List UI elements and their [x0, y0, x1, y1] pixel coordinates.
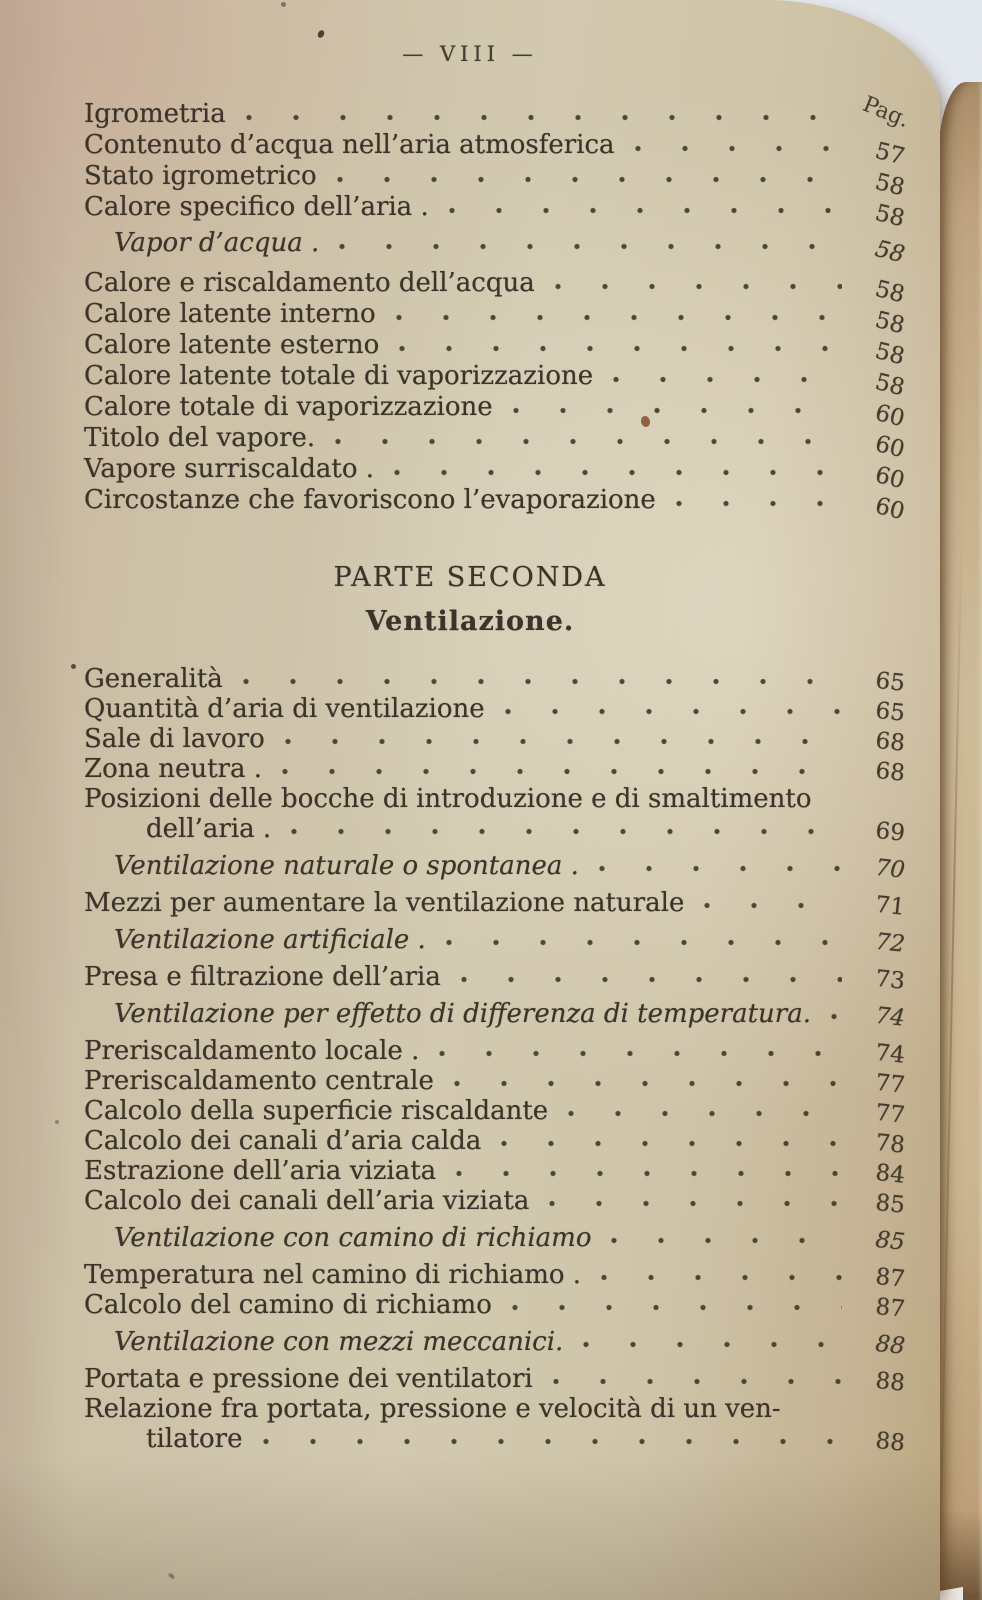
toc-entry-row [84, 1260, 907, 1293]
page-number: 73 [874, 965, 907, 995]
toc-entry-row [84, 999, 907, 1032]
paper-speck [168, 1572, 176, 1580]
page-number: 60 [872, 430, 908, 464]
page-number: 74 [874, 1002, 907, 1032]
toc-entry-label: Sale di lavoro [84, 724, 265, 754]
page-number: 58 [872, 306, 908, 340]
toc-entry-row [84, 1036, 907, 1069]
page-number: 58 [872, 199, 908, 233]
toc-entry-label: Calore totale di vaporizzazione [84, 392, 493, 422]
dot-leader [629, 145, 842, 152]
dot-leader [448, 1080, 842, 1087]
dot-leader [547, 1378, 842, 1385]
toc-entry-label: Calore specifico dell’aria . [84, 192, 429, 222]
toc-entry-row [84, 925, 907, 958]
toc-entry-row [84, 1096, 907, 1129]
page-number: 58 [872, 337, 908, 371]
toc-entry-label: Preriscaldamento locale . [84, 1036, 420, 1066]
toc-entry-row [84, 754, 907, 787]
toc-entry-label: Posizioni delle bocche di introduzione e di smaltimento [84, 784, 812, 814]
dot-leader [450, 1170, 842, 1177]
toc-entry-row [84, 299, 908, 340]
toc-entry-label: Ventilazione per effetto di differenza di temperatura. [114, 999, 811, 1029]
toc-section-2 [84, 664, 907, 1457]
page-number: 57 [872, 137, 908, 171]
dot-leader [333, 243, 842, 250]
book-fore-edge-pages [938, 82, 982, 1600]
dot-leader [549, 283, 842, 290]
page-roman-numeral-header: — VIII — [402, 42, 538, 66]
toc-entry-row [84, 784, 904, 814]
dot-leader [506, 1304, 842, 1311]
toc-entry-label: Relazione fra portata, pressione e velocità di un ven- [84, 1394, 781, 1424]
toc-entry-label: Calcolo del camino di richiamo [84, 1290, 492, 1320]
toc-entry-label: Estrazione dell’aria viziata [84, 1156, 437, 1186]
page-number: 77 [874, 1099, 907, 1129]
dot-leader [276, 768, 842, 775]
dot-leader [595, 1274, 842, 1281]
dot-leader [279, 738, 842, 745]
dot-leader [440, 939, 842, 946]
toc-entry-row [84, 888, 907, 921]
page-number: 72 [874, 928, 907, 958]
toc-entry-row [84, 664, 907, 697]
toc-entry-row [84, 330, 908, 371]
toc-entry-row [84, 454, 908, 495]
dot-leader [605, 1237, 842, 1244]
toc-entry-label: Portata e pressione dei ventilatori [84, 1364, 533, 1394]
dot-leader [285, 828, 842, 835]
toc-entry-label: Zona neutra . [84, 754, 263, 784]
toc-entry-row [84, 1290, 907, 1323]
page-number: 68 [874, 727, 907, 757]
dot-leader [433, 1050, 842, 1057]
dot-leader [443, 207, 842, 214]
page-number: 88 [874, 1330, 907, 1360]
page-number: 60 [872, 399, 908, 433]
dot-leader [577, 1341, 842, 1348]
dot-leader [825, 1013, 842, 1020]
toc-entry-label: Calcolo dei canali d’aria calda [84, 1126, 482, 1156]
toc-entry-row [84, 962, 907, 995]
toc-entry-label: Ventilazione con camino di richiamo [114, 1223, 592, 1253]
page-number: 88 [874, 1367, 907, 1397]
toc-entry-label: Ventilazione artificiale . [114, 925, 426, 955]
toc-entry-row [84, 724, 907, 757]
toc-entry-label: Presa e filtrazione dell’aria [84, 962, 441, 992]
dot-leader [455, 976, 842, 983]
dot-leader [329, 438, 842, 445]
page-number: 69 [874, 817, 907, 847]
toc-entry-row [84, 1066, 907, 1099]
toc-entry-row [84, 423, 908, 464]
toc-entry-row [84, 130, 908, 171]
page-number: 71 [874, 891, 907, 921]
paper-speck [71, 664, 76, 669]
page-number: 85 [874, 1189, 907, 1219]
toc-entry-row [84, 192, 908, 233]
dot-leader [331, 176, 842, 183]
toc-entry-label: Titolo del vapore. [84, 423, 316, 453]
toc-entry-label: Igrometria [84, 99, 226, 129]
page-number: 58 [872, 275, 908, 309]
toc-entry-label: Contenuto d’acqua nell’aria atmosferica [84, 130, 615, 160]
toc-entry-row [84, 161, 908, 202]
toc-entry-label: Mezzi per aumentare la ventilazione naturale [84, 888, 685, 918]
toc-entry-label: Ventilazione naturale o spontanea . [114, 851, 579, 881]
pag-column-label: Pag. [859, 91, 913, 134]
dot-leader [495, 1140, 842, 1147]
page-number: 84 [874, 1159, 907, 1189]
page-number: 65 [874, 697, 907, 727]
toc-entry-row [84, 1364, 907, 1397]
page-number: 58 [872, 368, 908, 402]
page-number: 65 [874, 667, 907, 697]
toc-entry-row [84, 694, 907, 727]
toc-entry-continuation-row [84, 814, 907, 847]
toc-entry-label: Circostanze che favoriscono l’evaporazione [84, 485, 656, 515]
toc-entry-label: Calore e riscaldamento dell’acqua [84, 268, 535, 298]
paper-speck [281, 2, 286, 7]
page-number: 85 [874, 1226, 907, 1256]
toc-entry-label: Calcolo dei canali dell’aria viziata [84, 1186, 530, 1216]
toc-entry-continuation: dell’aria . [146, 814, 272, 844]
toc-entry-label: Vapor d’acqua . [114, 228, 320, 258]
toc-entry-row [84, 392, 908, 433]
toc-entry-continuation-row [84, 1424, 907, 1457]
page-number: 70 [874, 854, 907, 884]
page-number: 78 [874, 1129, 907, 1159]
toc-entry-row [84, 1223, 907, 1256]
dot-leader [543, 1200, 842, 1207]
toc-entry-label: Calore latente totale di vaporizzazione [84, 361, 594, 391]
dot-leader [499, 708, 842, 715]
dot-leader [562, 1110, 842, 1117]
toc-entry-label: Calore latente interno [84, 299, 376, 329]
dot-leader [607, 376, 842, 383]
toc-entry-label: Vapore surriscaldato . [84, 454, 375, 484]
dot-leader [388, 469, 842, 476]
dot-leader [507, 407, 842, 414]
page-number: 68 [874, 757, 907, 787]
page-number: 74 [874, 1039, 907, 1069]
toc-entry-row [84, 1394, 904, 1424]
page-number: 60 [872, 492, 908, 526]
toc-entry-row [84, 99, 904, 130]
page-number: 58 [872, 235, 908, 269]
toc-entry-row [84, 1186, 907, 1219]
toc-entry-label: Ventilazione con mezzi meccanici. [114, 1327, 564, 1357]
dot-leader [698, 902, 842, 909]
paper-speck [55, 1120, 59, 1124]
dot-leader [393, 345, 842, 352]
part-subheading: Ventilazione. [365, 606, 575, 637]
toc-entry-row [84, 1327, 907, 1360]
toc-entry-row [84, 361, 908, 402]
page-number: 60 [872, 461, 908, 495]
dot-leader [670, 500, 842, 507]
toc-entry-label: Stato igrometrico [84, 161, 317, 191]
page-number: 87 [874, 1293, 907, 1323]
dot-leader [257, 1438, 843, 1445]
toc-entry-continuation: tilatore [146, 1424, 243, 1454]
toc-entry-row [84, 851, 907, 884]
dot-leader [240, 114, 842, 121]
page-number: 88 [874, 1427, 907, 1457]
toc-entry-row [84, 228, 908, 269]
toc-entry-label: Quantità d’aria di ventilazione [84, 694, 485, 724]
toc-entry-row [84, 268, 908, 309]
toc-entry-label: Calore latente esterno [84, 330, 380, 360]
page-number: 77 [874, 1069, 907, 1099]
toc-entry-label: Temperatura nel camino di richiamo . [84, 1260, 582, 1290]
toc-entry-label: Calcolo della superficie riscaldante [84, 1096, 549, 1126]
page-number: 87 [874, 1263, 907, 1293]
page-number: 58 [872, 168, 908, 202]
toc-entry-row [84, 1126, 907, 1159]
toc-section-1 [84, 99, 908, 526]
dot-leader [593, 865, 842, 872]
dot-leader [390, 314, 842, 321]
part-heading: PARTE SECONDA [333, 562, 607, 593]
toc-entry-row [84, 485, 908, 526]
toc-entry-row [84, 1156, 907, 1189]
dot-leader [237, 678, 842, 685]
toc-entry-label: Generalità [84, 664, 223, 694]
toc-entry-label: Preriscaldamento centrale [84, 1066, 434, 1096]
